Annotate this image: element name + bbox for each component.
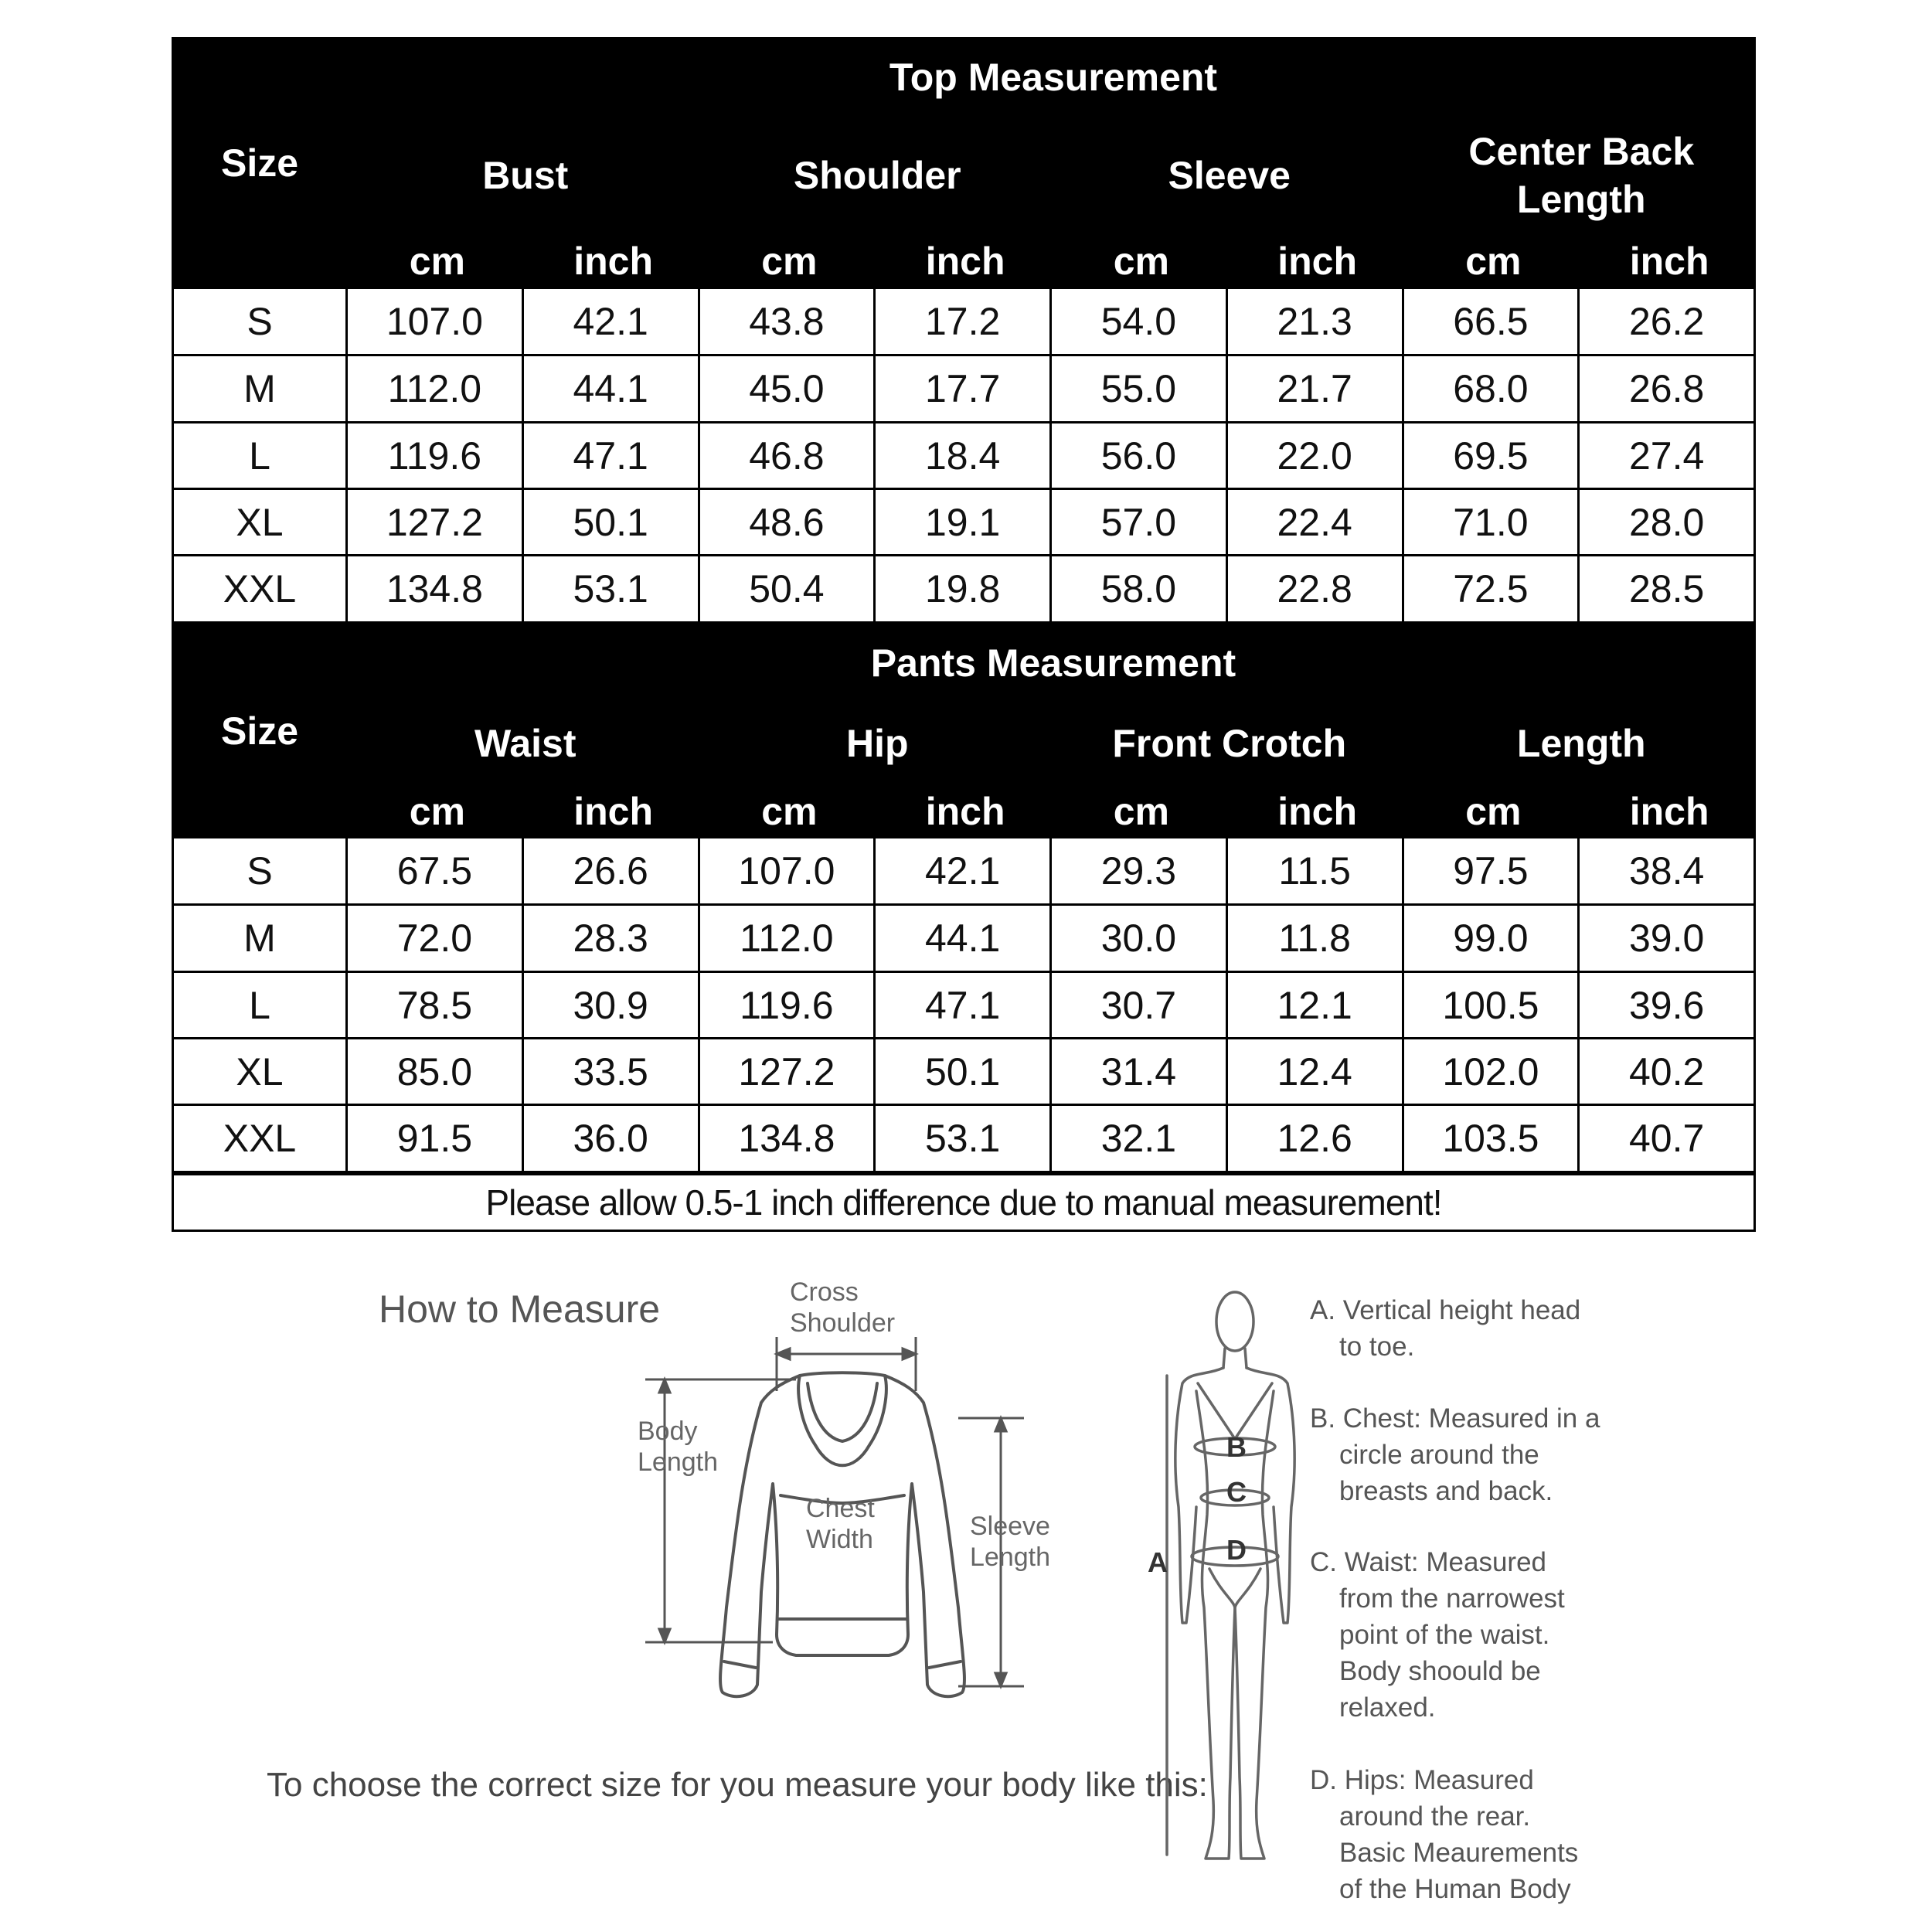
unit-header: inch bbox=[879, 233, 1052, 289]
measurement-cell: 31.4 bbox=[1052, 1039, 1228, 1106]
measurement-cell: 134.8 bbox=[348, 556, 524, 624]
measurement-cell: 48.6 bbox=[700, 490, 876, 556]
unit-header: cm bbox=[1407, 784, 1580, 838]
measurement-cell: 112.0 bbox=[700, 906, 876, 973]
measurement-cell: 53.1 bbox=[524, 556, 700, 624]
size-cell: XXL bbox=[172, 556, 348, 624]
measurement-cell: 19.8 bbox=[876, 556, 1052, 624]
measurement-cell: 30.0 bbox=[1052, 906, 1228, 973]
measurement-cell: 85.0 bbox=[348, 1039, 524, 1106]
measurement-cell: 12.4 bbox=[1228, 1039, 1404, 1106]
measurement-group-header: Front Crotch bbox=[1055, 706, 1404, 781]
sleeve-length-label: Sleeve Length bbox=[970, 1512, 1050, 1572]
letter-b: B bbox=[1226, 1431, 1247, 1463]
measurement-cell: 36.0 bbox=[524, 1106, 700, 1173]
measurement-cell: 99.0 bbox=[1404, 906, 1580, 973]
measurement-cell: 58.0 bbox=[1052, 556, 1228, 624]
size-cell: L bbox=[172, 973, 348, 1039]
legend-b: B. Chest: Measured in a circle around the breasts and back. bbox=[1310, 1403, 1600, 1506]
choose-size-instruction: To choose the correct size for you measure your body like this: bbox=[267, 1766, 1208, 1804]
measurement-cell: 42.1 bbox=[524, 289, 700, 356]
unit-header: inch bbox=[1231, 784, 1404, 838]
measurement-cell: 22.8 bbox=[1228, 556, 1404, 624]
measurement-cell: 68.0 bbox=[1404, 356, 1580, 423]
measurement-cell: 103.5 bbox=[1404, 1106, 1580, 1173]
legend-a: A. Vertical height head to toe. bbox=[1310, 1295, 1581, 1362]
measurement-cell: 107.0 bbox=[700, 838, 876, 906]
how-to-measure-title: How to Measure bbox=[379, 1287, 661, 1331]
measurement-cell: 29.3 bbox=[1052, 838, 1228, 906]
body-letters bbox=[1148, 1431, 1247, 1578]
size-cell: S bbox=[172, 838, 348, 906]
measurement-cell: 57.0 bbox=[1052, 490, 1228, 556]
measurement-cell: 11.8 bbox=[1228, 906, 1404, 973]
measurement-cell: 119.6 bbox=[700, 973, 876, 1039]
measurement-disclaimer: Please allow 0.5-1 inch difference due to manual measurement! bbox=[172, 1173, 1756, 1232]
unit-header: inch bbox=[879, 784, 1052, 838]
measurement-cell: 26.2 bbox=[1580, 289, 1756, 356]
measurement-cell: 12.1 bbox=[1228, 973, 1404, 1039]
size-cell: M bbox=[172, 356, 348, 423]
measurement-cell: 102.0 bbox=[1404, 1039, 1580, 1106]
measurement-group-header: Shoulder bbox=[703, 121, 1053, 230]
measurement-cell: 44.1 bbox=[876, 906, 1052, 973]
measurement-cell: 50.4 bbox=[700, 556, 876, 624]
unit-header: inch bbox=[527, 784, 700, 838]
measurement-cell: 50.1 bbox=[876, 1039, 1052, 1106]
letter-c: C bbox=[1226, 1476, 1247, 1508]
unit-header: cm bbox=[1055, 784, 1228, 838]
measurement-cell: 22.4 bbox=[1228, 490, 1404, 556]
measurement-cell: 44.1 bbox=[524, 356, 700, 423]
measurement-cell: 42.1 bbox=[876, 838, 1052, 906]
measurement-group-header: Center Back Length bbox=[1407, 121, 1757, 230]
unit-header: cm bbox=[703, 784, 876, 838]
size-cell: XXL bbox=[172, 1106, 348, 1173]
letter-a: A bbox=[1148, 1546, 1168, 1578]
measurement-cell: 32.1 bbox=[1052, 1106, 1228, 1173]
measurement-cell: 46.8 bbox=[700, 423, 876, 490]
legend-d: D. Hips: Measured around the rear. Basic Meaurements of the Human Body bbox=[1310, 1765, 1579, 1904]
measurement-cell: 39.6 bbox=[1580, 973, 1756, 1039]
measurement-group-header: Bust bbox=[351, 121, 700, 230]
measurement-cell: 40.7 bbox=[1580, 1106, 1756, 1173]
unit-header: cm bbox=[1055, 233, 1228, 289]
unit-header: cm bbox=[703, 233, 876, 289]
measurement-cell: 26.6 bbox=[524, 838, 700, 906]
measurement-cell: 47.1 bbox=[876, 973, 1052, 1039]
measurement-cell: 72.0 bbox=[348, 906, 524, 973]
measurement-cell: 67.5 bbox=[348, 838, 524, 906]
measurement-cell: 45.0 bbox=[700, 356, 876, 423]
size-cell: XL bbox=[172, 490, 348, 556]
measurement-cell: 53.1 bbox=[876, 1106, 1052, 1173]
measurement-cell: 26.8 bbox=[1580, 356, 1756, 423]
measurement-cell: 100.5 bbox=[1404, 973, 1580, 1039]
measurement-cell: 54.0 bbox=[1052, 289, 1228, 356]
measurement-cell: 56.0 bbox=[1052, 423, 1228, 490]
measurement-cell: 47.1 bbox=[524, 423, 700, 490]
size-cell: S bbox=[172, 289, 348, 356]
legend-c: C. Waist: Measured from the narrowest point of the waist. Body shoould be relaxed. bbox=[1310, 1547, 1565, 1723]
body-figure bbox=[1167, 1292, 1294, 1859]
unit-header: cm bbox=[351, 784, 524, 838]
measurement-group-header: Sleeve bbox=[1055, 121, 1404, 230]
pants_table-title: Pants Measurement bbox=[351, 624, 1756, 702]
measurement-cell: 27.4 bbox=[1580, 423, 1756, 490]
measurement-cell: 119.6 bbox=[348, 423, 524, 490]
measurement-cell: 78.5 bbox=[348, 973, 524, 1039]
measurement-group-header: Length bbox=[1407, 706, 1757, 781]
measurement-cell: 50.1 bbox=[524, 490, 700, 556]
measurement-cell: 97.5 bbox=[1404, 838, 1580, 906]
unit-header: inch bbox=[1231, 233, 1404, 289]
measurement-cell: 30.7 bbox=[1052, 973, 1228, 1039]
measurement-cell: 38.4 bbox=[1580, 838, 1756, 906]
unit-header: inch bbox=[527, 233, 700, 289]
measurement-cell: 55.0 bbox=[1052, 356, 1228, 423]
measurement-cell: 21.3 bbox=[1228, 289, 1404, 356]
measurement-cell: 91.5 bbox=[348, 1106, 524, 1173]
unit-header: inch bbox=[1583, 233, 1756, 289]
measurement-cell: 21.7 bbox=[1228, 356, 1404, 423]
body-length-label: Body Length bbox=[638, 1417, 718, 1477]
measurement-cell: 22.0 bbox=[1228, 423, 1404, 490]
measurement-cell: 19.1 bbox=[876, 490, 1052, 556]
measurement-cell: 66.5 bbox=[1404, 289, 1580, 356]
measurement-cell: 17.7 bbox=[876, 356, 1052, 423]
measurement-cell: 18.4 bbox=[876, 423, 1052, 490]
measurement-cell: 30.9 bbox=[524, 973, 700, 1039]
size-cell: L bbox=[172, 423, 348, 490]
measurement-cell: 72.5 bbox=[1404, 556, 1580, 624]
measurement-cell: 127.2 bbox=[348, 490, 524, 556]
measurement-cell: 33.5 bbox=[524, 1039, 700, 1106]
cross-shoulder-label: Cross Shoulder bbox=[790, 1277, 896, 1338]
measurement-group-header: Hip bbox=[703, 706, 1053, 781]
size-column-header: Size bbox=[172, 37, 348, 289]
letter-d: D bbox=[1226, 1534, 1247, 1566]
size-cell: XL bbox=[172, 1039, 348, 1106]
top_table-title: Top Measurement bbox=[351, 37, 1756, 117]
measurement-cell: 69.5 bbox=[1404, 423, 1580, 490]
measurement-cell: 112.0 bbox=[348, 356, 524, 423]
unit-header: cm bbox=[1407, 233, 1580, 289]
size-cell: M bbox=[172, 906, 348, 973]
chest-width-label: Chest Width bbox=[806, 1494, 875, 1554]
measurement-cell: 12.6 bbox=[1228, 1106, 1404, 1173]
size-column-header: Size bbox=[172, 624, 348, 838]
measurement-cell: 107.0 bbox=[348, 289, 524, 356]
unit-header: inch bbox=[1583, 784, 1756, 838]
measurement-cell: 71.0 bbox=[1404, 490, 1580, 556]
measurement-cell: 28.5 bbox=[1580, 556, 1756, 624]
measurement-group-header: Waist bbox=[351, 706, 700, 781]
measurement-cell: 39.0 bbox=[1580, 906, 1756, 973]
measurement-cell: 134.8 bbox=[700, 1106, 876, 1173]
measurement-cell: 40.2 bbox=[1580, 1039, 1756, 1106]
measurement-cell: 28.3 bbox=[524, 906, 700, 973]
measurement-cell: 11.5 bbox=[1228, 838, 1404, 906]
measurement-cell: 43.8 bbox=[700, 289, 876, 356]
unit-header: cm bbox=[351, 233, 524, 289]
measurement-cell: 17.2 bbox=[876, 289, 1052, 356]
measurement-cell: 127.2 bbox=[700, 1039, 876, 1106]
measurement-cell: 28.0 bbox=[1580, 490, 1756, 556]
